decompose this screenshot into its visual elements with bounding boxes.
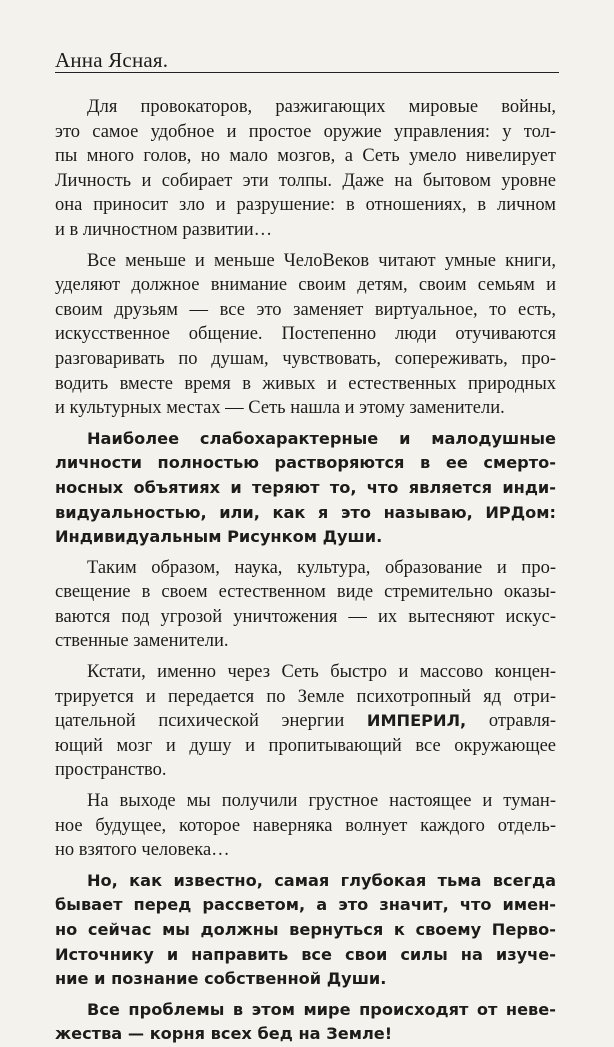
text-line: жества — корня всех бед на Земле!: [55, 1024, 393, 1044]
running-header: Анна Ясная.: [55, 48, 169, 72]
text-line: свещение в своем естественном виде стремительно оказы-: [55, 582, 556, 603]
text-fragment: цательной психической энергии: [55, 711, 345, 732]
paragraph-2: [55, 249, 556, 421]
text-line: Наиболее слабохарактерные и малодушные: [87, 428, 556, 448]
text-line-with-emphasis: [55, 709, 556, 734]
text-line: и в личностном развитии…: [55, 219, 273, 240]
paragraph-6: [55, 789, 556, 863]
text-line: ваются под угрозой уничтожения — их вытесняют искус-: [55, 606, 556, 627]
text-line: Личность и собирает эти толпы. Даже на бытовом уровне: [55, 170, 556, 191]
emphasis-imperil: ИМПЕРИЛ,: [366, 711, 467, 731]
paragraph-4: [55, 556, 556, 654]
text-line: Кстати, именно через Сеть быстро и массово концен-: [87, 662, 556, 683]
paragraph-1: [55, 95, 556, 243]
text-line: носных объятиях и теряют то, что является инди-: [55, 477, 556, 497]
paragraph-7-bold: [55, 869, 556, 992]
text-line: Источнику и направить все свои силы на изуче-: [55, 944, 556, 964]
text-line: личности полностью растворяются в ее смерто-: [55, 453, 556, 473]
text-line: ственные заменители.: [55, 631, 229, 652]
text-line: бывает перед рассветом, а это значит, что имен-: [55, 895, 556, 915]
text-line: это самое удобное и простое оружие управления: у тол-: [55, 121, 556, 142]
paragraph-3-bold: [55, 427, 556, 550]
text-line: искусственное общение. Постепенно люди отучиваются: [55, 324, 556, 345]
text-line: Все проблемы в этом мире происходят от неве-: [87, 999, 556, 1019]
text-line: и культурных местах — Сеть нашла и этому заменители.: [55, 398, 505, 419]
text-line: видуальностью, или, как я это называю, ИРДом:: [55, 502, 556, 522]
text-line: разговаривать по душам, чувствовать, сопереживать, про-: [55, 348, 556, 369]
text-line: ние и познание собственной Души.: [55, 969, 387, 989]
page-body: [55, 95, 556, 1047]
text-line: Но, как известно, самая глубокая тьма всегда: [87, 870, 556, 890]
text-line: но взятого человека…: [55, 840, 230, 861]
header-rule: [55, 72, 559, 73]
text-line: водить вместе время в живых и естественных природных: [55, 373, 556, 394]
text-line: Для провокаторов, разжигающих мировые войны,: [87, 97, 556, 117]
text-line: Индивидуальным Рисунком Души.: [55, 527, 383, 547]
text-line: своим друзьям — все это заменяет виртуальное, то есть,: [55, 299, 556, 320]
text-fragment: отравля-: [488, 711, 557, 732]
paragraph-5: [55, 660, 556, 783]
text-line: пы много голов, но мало мозгов, а Сеть умело нивелирует: [55, 146, 556, 167]
text-line: Таким образом, наука, культура, образование и про-: [87, 557, 556, 578]
text-line: Все меньше и меньше ЧелоВеков читают умные книги,: [87, 250, 556, 271]
text-line: пространство.: [55, 760, 167, 781]
text-line: ное будущее, которое наверняка волнует каждого отдель-: [55, 815, 556, 836]
paragraph-8-bold: [55, 998, 556, 1047]
text-line: уделяют должное внимание своим детям, своим семьям и: [55, 275, 556, 296]
text-line: На выходе мы получили грустное настоящее и туман-: [87, 791, 556, 812]
text-line: трируется и передается по Земле психотропный яд отри-: [55, 686, 556, 707]
text-line: она приносит зло и разрушение: в отношениях, в личном: [55, 195, 556, 216]
text-line: ющий мозг и душу и пропитывающий все окружающее: [55, 735, 556, 756]
text-line: но сейчас мы должны вернуться к своему Перво-: [55, 920, 556, 939]
